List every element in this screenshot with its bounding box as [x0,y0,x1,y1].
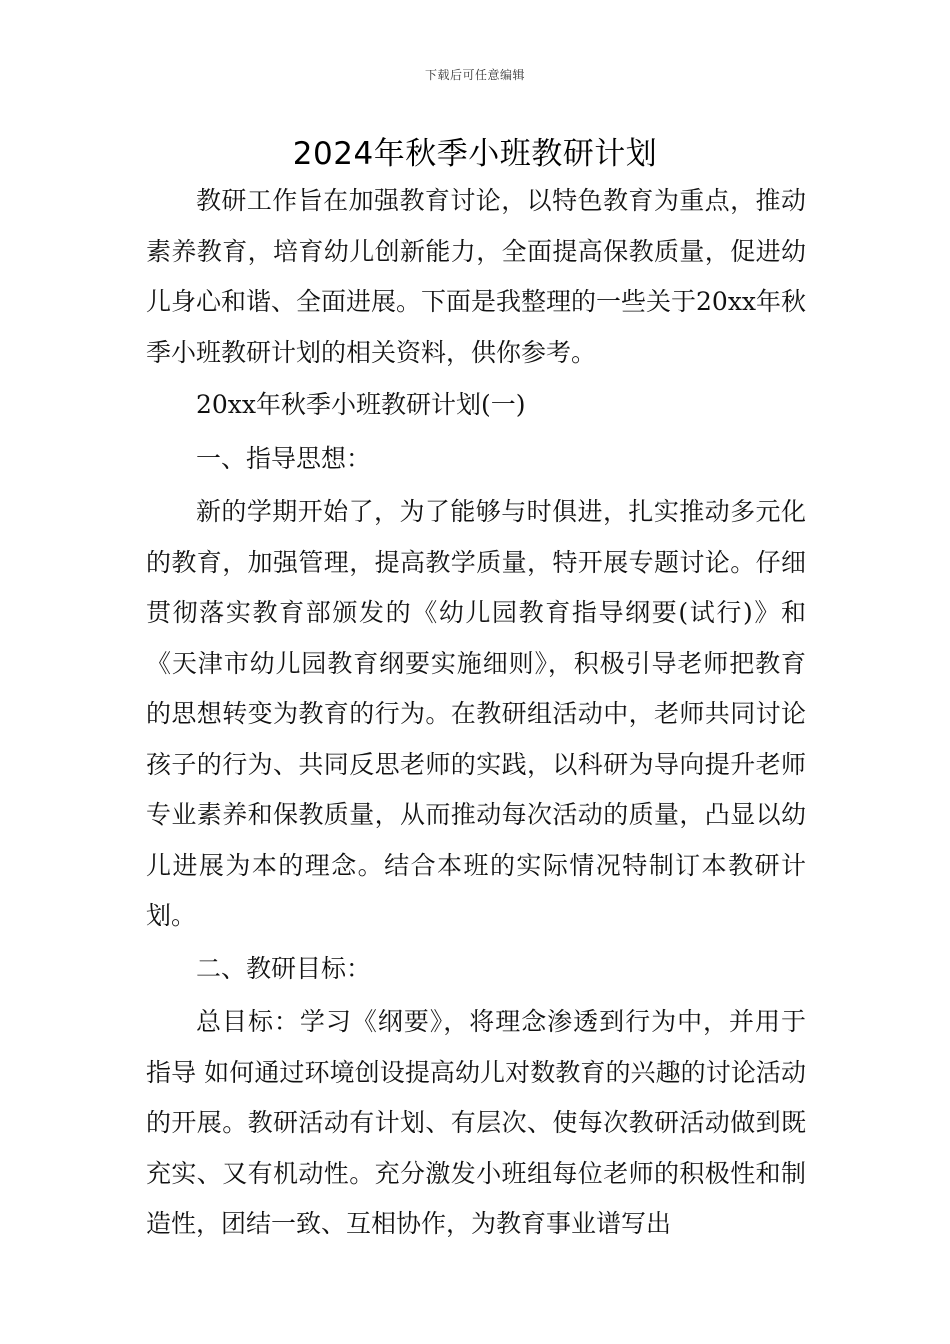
paragraph-research-goals: 总目标：学习《纲要》，将理念渗透到行为中，并用于指导 如何通过环境创设提高幼儿对数教育的兴趣的讨论活动的开展。教研活动有计划、有层次、使每次教研活动做到既充实、又有机动性。充分激发小班组每位老师的积极性和制造性，团结一致、互相协作，为教育事业谱写出 [146,1007,806,1238]
section-heading-plan-one: 20xx年秋季小班教研计划(一) [196,390,526,419]
document-body [146,176,806,1252]
section-heading-research-goals: 二、教研目标： [196,953,372,983]
paragraph-guiding-thought: 新的学期开始了，为了能够与时俱进，扎实推动多元化的教育，加强管理，提高教学质量，特开展专题讨论。仔细贯彻落实教育部颁发的《幼儿园教育指导纲要(试行)》和《天津市幼儿园教育纲要实施细则》，积极引导老师把教育的思想转变为教育的行为。在教研组活动中，老师共同讨论孩子的行为、共同反思老师的实践，以科研为导向提升老师专业素养和保教质量，从而推动每次活动的质量，凸显以幼儿进展为本的理念。结合本班的实际情况特制订本教研计划。 [146,497,806,930]
header-note: 下载后可任意编辑 [424,68,525,82]
section-heading-guiding-thought: 一、指导思想： [196,443,372,473]
paragraph-intro: 教研工作旨在加强教育讨论，以特色教育为重点，推动素养教育，培育幼儿创新能力，全面提高保教质量，促进幼儿身心和谐、全面进展。下面是我整理的一些关于20xx年秋季小班教研计划的相关资料，供你参考。 [146,186,807,367]
page-title: 2024年秋季小班教研计划 [292,136,658,172]
